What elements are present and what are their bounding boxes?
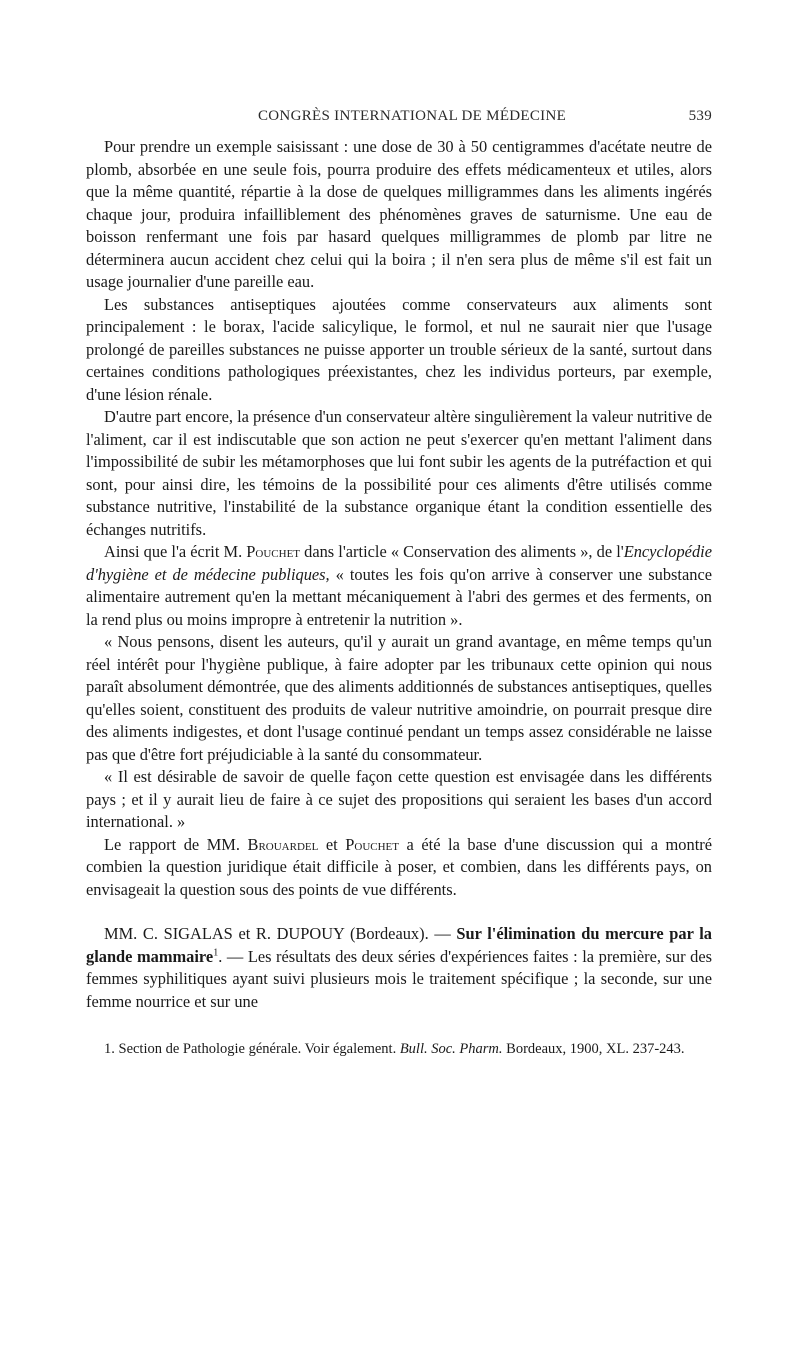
- paragraph-rapport: Le rapport de MM. Brouardel et Pouchet a été la base d'une discussion qui a montré combien la question juridique était difficile à poser, et combien, dans les différents pays, on envisageait la question sous des points de vue différents.: [86, 834, 712, 899]
- body-text: [86, 136, 712, 1013]
- running-title: CONGRÈS INTERNATIONAL DE MÉDECINE: [258, 108, 567, 124]
- section-sigalas-dupouy: MM. C. SIGALAS et R. DUPOUY (Bordeaux). — Sur l'élimination du mercure par la glande mammaire$^1$. — Les résultats des deux séries d'expériences faites : la première, sur des femmes syphilitiques ayant suivi plusieurs mois le traitement spécifique ; la seconde, sur une femme nourrice et sur une: [86, 924, 712, 1011]
- author-name: Brouardel: [247, 834, 319, 854]
- paragraph-authors-opinion: « Nous pensons, disent les auteurs, qu'il y aurait un grand avantage, en même temps qu'un réel intérêt pour l'hygiène publique, à faire adopter par les tribunaux cette opinion qui nous paraît absolument démontrée, que des aliments additionnés de substances antiseptiques, quelles qu'elles soient, constituent des produits de valeur nutritive amoindrie, on pourrait presque dire des aliments indigestes, et dont l'usage continué pendant un temps assez considérable ne laisse pas que d'être fort préjudiciable à la santé du consommateur.: [86, 632, 712, 764]
- section-title: Sur l'élimination du mercure par la glande mammaire: [86, 924, 712, 966]
- running-head: [86, 108, 712, 132]
- footnote-1: 1. Section de Pathologie générale. Voir également. Bull. Soc. Pharm. Bordeaux, 1900, XL. 237-243.: [104, 1041, 685, 1057]
- paragraph-lead-example: Pour prendre un exemple saisissant : une dose de 30 à 50 centigrammes d'acétate neutre de plomb, absorbée en une seule fois, pourra produire des effets médicamenteux et utiles, alors que la même quantité, répartie à la dose de quelques milligrammes dans les aliments ingérés chaque jour, produira infailliblement des phénomènes graves de saturnisme. Une eau de boisson renfermant une fois par hasard quelques milligrammes de plomb par litre ne déterminera aucun accident chez celui qui la boira ; il n'en sera plus de même s'il est fait un usage journalier d'une pareille eau.: [86, 137, 712, 291]
- footnote-reference: 1: [213, 947, 219, 959]
- journal-title: Bull. Soc. Pharm.: [399, 1041, 503, 1057]
- paragraph-pouchet-quote: Ainsi que l'a écrit M. Pouchet dans l'article « Conservation des aliments », de l'Encyclopédie d'hygiène et de médecine publiques, « toutes les fois qu'on arrive à conserver une substance alimentaire autrement qu'en la mettant mécaniquement à l'abri des germes et des ferments, on la rend plus ou moins impropre à entretenir la nutrition ».: [86, 542, 712, 629]
- section-authors: MM. C. SIGALAS et R. DUPOUY: [104, 924, 345, 943]
- paragraph-international-accord: « Il est désirable de savoir de quelle façon cette question est envisagée dans les différents pays ; et il y aurait lieu de faire à ce sujet des propositions qui seraient les bases d'un accord international. »: [86, 767, 712, 831]
- section-gap: [86, 901, 712, 923]
- page: [86, 108, 712, 1060]
- footnotes: [86, 1039, 712, 1060]
- paragraph-antiseptics: Les substances antiseptiques ajoutées comme conservateurs aux aliments sont principalement : le borax, l'acide salicylique, le formol, et nul ne saurait nier que l'usage prolongé de pareilles substances ne puisse apporter un trouble sérieux de la santé, surtout dans certaines conditions pathologiques préexistantes, chez les individus porteurs, par exemple, d'une lésion rénale.: [86, 294, 712, 404]
- page-number: 539: [688, 108, 712, 124]
- paragraph-nutritive-value: D'autre part encore, la présence d'un conservateur altère singulièrement la valeur nutritive de l'aliment, car il est indiscutable que son action ne peut s'exercer qu'en mettant l'aliment dans l'impossibilité de subir les métamorphoses que lui font subir les agents de la putréfaction et qui sont, pour ainsi dire, les témoins de la possibilité pour ces aliments d'être utilisés comme substance nutritive, l'instabilité de la substance organique étant la condition essentielle des échanges nutritifs.: [86, 407, 712, 539]
- cited-work: Encyclopédie d'hygiène et de médecine publiques,: [86, 542, 712, 584]
- author-name: Pouchet: [345, 834, 399, 854]
- author-name: Pouchet: [246, 542, 301, 561]
